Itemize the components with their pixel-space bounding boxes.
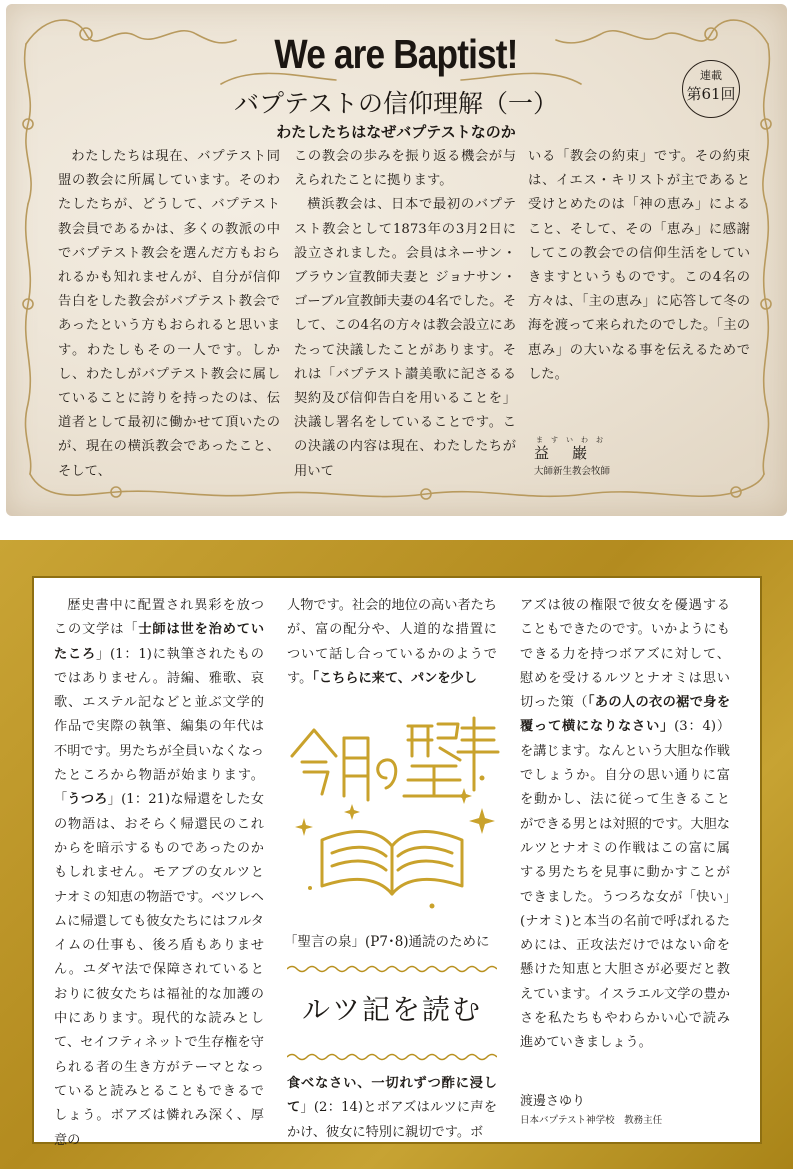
bold-quote: 士師は世を治めていたころ	[54, 622, 265, 662]
top-article-column-2	[294, 145, 516, 484]
serial-badge	[682, 60, 740, 118]
column-author-affiliation: 日本バプテスト神学校 教務主任	[520, 1115, 663, 1126]
bible-column-content	[34, 578, 760, 1148]
paragraph	[54, 594, 264, 1153]
top-article-column-1	[58, 145, 280, 484]
bible-column-1	[54, 594, 264, 1153]
text-run: 」(1：21)な帰還をした女の物語は、おそらく帰還民のこれからを暗示するものであったのかもしれません。モアブの女ルツとナオミの知恵の物語です。ベツレヘムに帰還しても彼女たちにはフルタイムの仕事も、後ろ盾もありません。ユダヤ法で保障されているとおりに彼女たちは福祉的な加護の中にあります。現代的な読みとして、セイフティネットで生存権を守られる者の生き方がテーマとなっていると読みとることもできるでしょう。ボアズは憐れみ深く、厚意の	[54, 792, 265, 1148]
author-affiliation: 大師新生教会牧師	[534, 466, 611, 477]
text-run: (3：4)）を講じます。なんという大胆な作戦でしょうか。自分の思い通りに富を動かし、法に従って生きることができる男とは対照的です。大胆なルツとナオミの作戦はこの富に属する男たちを見事に動かすことができました。うつろな女が「快い」(ナオミ)と本当の名前で呼ばれるためには、正攻法だけではない命を懸けた知恵と大胆さが必要だと教えています。イスラエル文学の豊かさを私たちもやわらかい心で読み進めていきましょう。	[520, 719, 730, 1051]
series-title: バプテストの信仰理解（一）	[233, 89, 558, 118]
bible-column-panel	[0, 540, 793, 1169]
text-run: 歴史書中に配置され異彩を放つこの文学は「	[54, 598, 264, 638]
bible-column-2-bottom	[287, 1072, 497, 1145]
paragraph: 横浜教会は、日本で最初のバプテスト教会として1873年の3月2日に設立されました。会員はネーサン・ブラウン宣教師夫妻と ジョナサン・ゴーブル宣教師夫妻の4名でした。そして、この4名の方々は教会設立にあたって決議したことがあります。それは「バプテスト讃美歌に記さるる契約及び信仰告白を用いることを」決議し署名をしていることです。この決議の内容は現在、わたしたちが用いて	[294, 197, 516, 479]
author-furigana: ますいわお	[536, 436, 611, 444]
paragraph: いる「教会の約束」です。その約束は、イエス・キリストが主であると受けとめたのは「神の恵み」によること、そして、その「恵み」に感謝してこの教会での信仰生活をしていきますというものです。この4名の方々は、「主の恵み」に応答して冬の海を渡って来られたのでした。「主の恵み」の大いなる事を伝えるためでした。	[528, 149, 750, 382]
reading-title: ルツ記を読む	[301, 993, 482, 1026]
bible-column-3	[520, 594, 730, 1056]
series-subtitle: わたしたちはなぜバプテストなのか	[276, 123, 516, 141]
column-author-name: 渡邊さゆり	[520, 1094, 586, 1109]
wavy-divider	[287, 1052, 497, 1062]
page-title: We are Baptist!	[274, 31, 518, 77]
bold-quote: 「こちらに来て、パンを少し	[312, 670, 477, 686]
monthly-bible-logo	[282, 708, 502, 918]
text-run: 」(1：1)に執筆されたものではありません。詩編、雅歌、哀歌、エステル記などと並ぶ文学的作品で実際の執筆、編集の年代は不明です。男たちが全員いなくなったところから物語が始まります。「	[54, 646, 264, 808]
text-run: アズは彼の権限で彼女を優遇することもできたのです。いかようにもできる力を持つボアズに対して、慰めを受けるルツとナオミは思い切った策（	[520, 598, 730, 711]
serial-number: 第61回	[686, 85, 736, 103]
bible-column-2-top	[287, 594, 497, 691]
reading-guide: 「聖言の泉」(P7･8)通読のために	[284, 934, 490, 950]
bold-quote: うつろ	[67, 792, 108, 808]
paragraph	[520, 594, 730, 1056]
paragraph	[287, 1072, 497, 1145]
text-run: 人物です。社会的地位の高い者たちが、富の配分や、人道的な措置について話し合っているかのようです。	[287, 598, 497, 686]
bold-quote: 食べなさい、一切れずつ酢に浸して	[287, 1076, 497, 1116]
text-run: 」(2：14)とボアズはルツに声をかけ、彼女に特別に親切です。ボ	[287, 1100, 498, 1140]
bold-quote: 「あの人の衣の裾で身を覆って横になりなさい」	[520, 695, 731, 735]
paragraph: わたしたちは現在、バプテスト同盟の教会に所属しています。そのわたしたちが、どうして、バプテスト教会員であるかは、多くの教派の中でバプテスト教会を選んだ方もおられるかも知れませんが、自分が信仰告白をした教会がバプテスト教会であったという方もおられると思います。わたしもその一人です。しかし、わたしがバプテスト教会に属していることに誇りを持ったのは、伝道者として最初に働かせて頂いたのが、現在の横浜教会であったこと、そして、	[58, 149, 280, 479]
wavy-divider	[287, 964, 497, 974]
serial-label: 連載	[700, 69, 722, 82]
top-article-panel	[6, 4, 787, 516]
paragraph	[287, 594, 497, 691]
author-name: 益 巌	[534, 444, 592, 462]
paragraph: この教会の歩みを振り返る機会が与えられたことに拠ります。	[294, 149, 516, 189]
top-article-column-3	[528, 145, 750, 387]
